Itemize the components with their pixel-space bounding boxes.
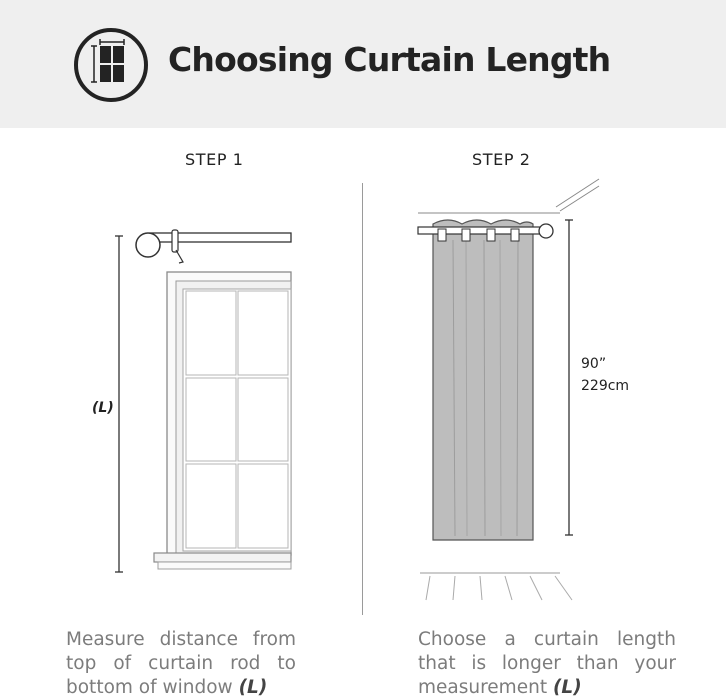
length-cm-label: 229cm: [581, 378, 630, 394]
step1-heading: STEP 1: [185, 150, 244, 169]
step1-caption-text: Measure distance from top of curtain rod to bottom of window: [66, 629, 296, 698]
window-frame: [154, 272, 291, 569]
step2-measure-line: [565, 220, 573, 535]
step1-measure-line: [115, 236, 123, 572]
step2-caption-marker: (L): [552, 677, 582, 698]
page-title: Choosing Curtain Length: [168, 40, 611, 79]
step2-caption-text: Choose a curtain length that is longer than your measurement: [418, 629, 676, 698]
length-marker-label: (L): [92, 400, 114, 416]
step2-heading: STEP 2: [472, 150, 531, 169]
curtain-rod-step1: [136, 230, 291, 263]
step1-caption: [66, 628, 296, 700]
curtain-panel: [433, 220, 533, 540]
step2-caption: [418, 628, 676, 700]
step1-caption-marker: (L): [238, 677, 268, 698]
length-inches-label: 90”: [581, 356, 607, 372]
